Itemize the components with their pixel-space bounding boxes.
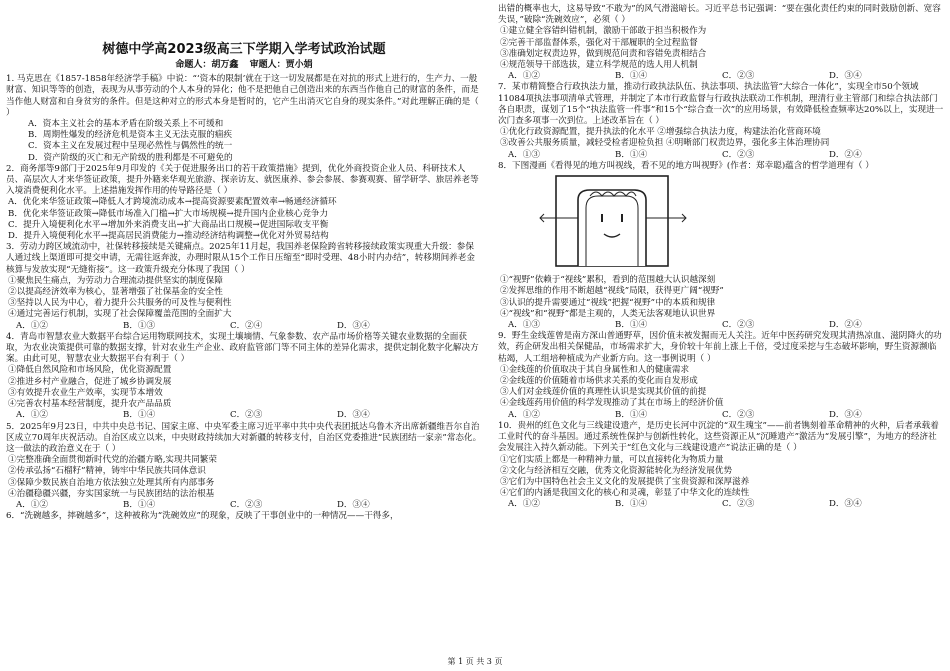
answer-c: C．②③ bbox=[230, 499, 263, 510]
exam-authors bbox=[6, 60, 482, 71]
q8-item-2: ②发挥思维的作用不断超越“视线”局限，获得更广阔“视野” bbox=[500, 286, 724, 297]
q7-answers bbox=[498, 150, 944, 161]
question-6-continued: 出错的概率也大，这易导致“不敢为”的风气滑滋暗长。习近平总书记强调：“要在强化责任约束的同时鼓励创新、宽容失误，”破除“洗碗效应”，必须（ ） bbox=[498, 4, 941, 26]
q6-item-4: ④规范领导干部选拔，建立科学规范的选人用人机制 bbox=[500, 60, 698, 71]
q5-item-4: ④治疆稳疆兴疆，夯实国家统一与民族团结的法治根基 bbox=[8, 488, 215, 499]
answer-b: B．①④ bbox=[123, 410, 156, 421]
answer-c: C．②③ bbox=[722, 320, 755, 331]
answer-c: C．②④ bbox=[230, 320, 263, 331]
left-column bbox=[6, 4, 482, 522]
answer-d: D．②④ bbox=[829, 149, 862, 160]
question-4-stem: 4．青岛市智慧农业大数据平台综合运用物联网技术，实现土壤墒情、气象参数、农产品市场价格等关键农业数据的全面获取，为农业决策提供可靠的数据支撑，针对农业生产企业、政府监管部门等不同主体的差异化需求，提供定制化数字化解决方案。由此可见，智慧农业大数据平台有利于（ ） bbox=[6, 331, 479, 365]
answer-b: B．①④ bbox=[615, 320, 648, 331]
cartoon-figure-outline bbox=[578, 190, 646, 266]
q10-item-3: ③它们为中国特色社会主义文化的发展提供了宝贵资源和深厚滋养 bbox=[500, 476, 750, 487]
q4-item-1: ①降低自然风险和市场风险，优化资源配置 bbox=[8, 365, 172, 376]
answer-a: A．①② bbox=[508, 71, 540, 82]
answer-a: A．①③ bbox=[508, 320, 540, 331]
q1-option-c: C．资本主义在发展过程中呈现必然性与偶然性的统一 bbox=[28, 141, 233, 152]
answer-d: D．②④ bbox=[829, 320, 862, 331]
answer-d: D．③④ bbox=[829, 499, 862, 510]
answer-d: D．③④ bbox=[829, 71, 862, 82]
q3-item-2: ②以提高经济效率为核心，显著增强了社保基金的安全性 bbox=[8, 287, 223, 298]
q3-item-3: ③坚持以人民为中心，着力提升公共服务的可及性与便利性 bbox=[8, 298, 232, 309]
answer-d: D．③④ bbox=[829, 409, 862, 420]
question-3-stem: 3．劳动力跨区域流动中，社保转移接续是关键痛点。2025年11月起，我国养老保险跨省转移接续政策实现重大升级：参保人通过线上渠道即可提交申请，无需往返奔波，办理时限从15个工作日压缩至“即时受理、48小时内办结”，转移期间养老金核算与发放实现“无缝衔接”。这一政策升级充分体现了我国（ ） bbox=[6, 242, 475, 275]
answer-b: B．①④ bbox=[123, 499, 156, 510]
answer-b: B．①④ bbox=[615, 149, 648, 160]
q6-item-1: ①建立健全容错纠错机制，激励干部敢于担当积极作为 bbox=[500, 26, 707, 37]
q6-item-2: ②完善干部监督体系，强化对干部履职的全过程监督 bbox=[500, 37, 698, 48]
question-1-stem: 1. 马克思在《1857-1858年经济学手稿》中说：“‘资本的限制’就在于这一切发展都是在对抗的形式上进行的，生产力、一般财富、知识等等的创造，表现为从事劳动的个人本身的异化；他不是把他自己创造出来的东西当作他自己的财富的条件，而是当作他人财富和自身贫穷的条件。但是这种对立的形式本身是暂时的，它产生出消灭它自身的现实条件。”对此理解正确的是（ ） bbox=[6, 74, 479, 118]
q8-item-1: ①“视野”依赖于“视线”累积，看到的范围越大认识越深刻 bbox=[500, 275, 716, 286]
answer-c: C．②③ bbox=[722, 149, 755, 160]
answer-a: A．①② bbox=[16, 320, 48, 331]
question-5-stem: 5．2025年9月23日，中共中央总书记、国家主席、中央军委主席习近平率中共中央代表团抵达乌鲁木齐出席新疆维吾尔自治区成立70周年庆祝活动。自治区成立以来，中央财政持续加大对新疆的转移支付，自治区党委推进“民族团结一家亲”常态化。这一做法的政治意义在于（ ） bbox=[6, 421, 482, 454]
cartoon-illustration bbox=[538, 174, 688, 269]
question-9-stem: 9．野生金线莲曾是南方深山普通野草，因价值未被发掘而无人关注。近年中医药研究发现其清热凉血、滋阴降火的功效，药企研发出相关保健品，市场需求扩大，身价较十年前上涨上千倍，受过度采挖与生态破坏影响，野生资源濒临枯竭，人工组培种植成为产业新方向。这一事例说明（ ） bbox=[498, 331, 942, 364]
answer-b: B．①③ bbox=[123, 320, 156, 331]
q3-item-1: ①聚焦民生痛点，为劳动力合理流动提供坚实的制度保障 bbox=[8, 275, 223, 286]
q10-item-4: ④它们的内涵是我国文化的核心和灵魂，彰显了中华文化的连续性 bbox=[500, 488, 750, 499]
q5-answers bbox=[6, 500, 482, 511]
q4-item-2: ②推进乡村产业融合，促进了城乡协调发展 bbox=[8, 376, 172, 387]
q6-item-3: ③准确划定权责边界，做到规范问责和容错免责相结合 bbox=[500, 48, 707, 59]
q9-item-4: ④金线莲药用价值的科学发现推动了其在市场上的经济价值 bbox=[500, 398, 724, 409]
answer-c: C．②③ bbox=[230, 410, 263, 421]
answer-d: D．③④ bbox=[337, 320, 370, 331]
q2-option-a: A．优化来华签证政策→降低人才跨境流动成本→提高资源要素配置效率→畅通经济循环 bbox=[8, 197, 337, 208]
answer-c: C．②③ bbox=[722, 409, 755, 420]
q7-items-row-1: ①优化行政资源配置，提升执法的化水平 ②增强综合执法力度，构建法治化营商环境 bbox=[500, 127, 821, 138]
q10-answers bbox=[498, 499, 944, 510]
reviewer: 审题人：贾小娟 bbox=[249, 60, 313, 70]
q9-answers bbox=[498, 410, 944, 421]
exam-title: 树德中学高2023级高三下学期入学考试政治试题 bbox=[102, 42, 386, 57]
answer-a: A．①② bbox=[508, 409, 540, 420]
answer-a: A．①③ bbox=[508, 149, 540, 160]
answer-a: A．①② bbox=[16, 499, 48, 510]
q8-answers bbox=[498, 320, 944, 331]
q9-item-2: ②金线莲的价值随着市场供求关系的变化而自发形成 bbox=[500, 376, 698, 387]
q2-option-b: B．优化来华签证政策→降低市场准入门槛→扩大市场规模→提升国内企业核心竞争力 bbox=[8, 208, 329, 219]
question-8-stem: 8．下图漫画《看得见的地方叫视线，看不见的地方叫视野》(作者：郑幸聪)蕴含的哲学道理有（ ） bbox=[498, 160, 874, 171]
q2-option-d: D．提升入境便利化水平→提高居民消费能力→推动经济结构调整→优化对外贸易结构 bbox=[8, 231, 329, 242]
answer-c: C．②③ bbox=[722, 499, 755, 510]
right-column bbox=[498, 4, 944, 511]
question-2-stem: 2．商务部等9部门于2025年9月印发的《关于促进服务出口的若干政策措施》提到，优化外商投资企业人员、科研技术人员、高层次人才来华签证政策，提升外籍来华观光旅游、探亲访友、就医康养、参会参展、参赛观赛、留学研学、旅居养老等入境消费便利化水平。上述措施发挥作用的传导路径是（ ） bbox=[6, 163, 479, 197]
q5-item-1: ①完整准确全面贯彻新时代党的治疆方略,实现共同繁荣 bbox=[8, 455, 217, 466]
q9-item-1: ①金线莲的价值取决于其自身属性和人的健康需求 bbox=[500, 364, 690, 375]
q8-item-4: ④“视线”和“视野”都是主观的，人类无法客观地认识世界 bbox=[500, 308, 716, 319]
q10-item-1: ①它们实质上都是一种精神力量，可以直接转化为物质力量 bbox=[500, 454, 724, 465]
q4-item-4: ④完善农村基本经营制度，提升农产品品质 bbox=[8, 399, 172, 410]
answer-d: D．③④ bbox=[337, 410, 370, 421]
answer-b: B．①④ bbox=[615, 409, 648, 420]
q7-items-row-2: ③改善公共服务质量，减轻受检者迎检负担 ④明晰部门权责边界，强化多主体治理协同 bbox=[500, 138, 830, 149]
q3-answers bbox=[6, 321, 482, 332]
answer-b: B．①④ bbox=[615, 71, 648, 82]
q1-option-a: A．资本主义社会的基本矛盾在阶级关系上不可缓和 bbox=[28, 119, 224, 130]
proposer: 命题人：胡万鑫 bbox=[175, 60, 239, 70]
q4-item-3: ③有效提升农业生产效率，实现节本增效 bbox=[8, 387, 163, 398]
q1-option-d: D．资产阶级的灭亡和无产阶级的胜利都是不可避免的 bbox=[28, 152, 233, 163]
answer-b: B．①④ bbox=[615, 499, 648, 510]
q4-answers bbox=[6, 410, 482, 421]
q5-item-3: ③保障少数民族自治地方依法独立处理其所有内部事务 bbox=[8, 477, 215, 488]
answer-a: A．①② bbox=[16, 410, 48, 421]
answer-c: C．②③ bbox=[722, 71, 755, 82]
question-6-stem: 6．“洗碗越多，摔碗越多”，这种被称为“洗碗效应”的现象，反映了干事创业中的一种情况——干得多， bbox=[6, 511, 399, 522]
q2-option-c: C．提升入境便利化水平→增加外来消费支出→扩大商品出口规模→促进国际收支平衡 bbox=[8, 219, 329, 230]
q9-item-3: ③人们对金线莲价值的真理性认识是实现其价值的前提 bbox=[500, 387, 707, 398]
page-footer: 第 1 页 共 3 页 bbox=[447, 657, 503, 666]
question-10-stem: 10．贵州的红色文化与三线建设遗产，是历史长河中沉淀的“双生瑰宝”——前者镌刻着革命精神的火种，后者承载着工业时代的奋斗基因。通过系统性保护与创新性转化，这些资源正从“沉睡遗产”激活为“发展引擎”，为地方的经济社会发展注入持久新动能。下列关于“红色文化与三线建设遗产”说法正确的是（ ） bbox=[498, 420, 939, 454]
answer-d: D．③④ bbox=[337, 499, 370, 510]
q1-option-b: B．周期性爆发的经济危机是资本主义无法克服的痼疾 bbox=[28, 130, 232, 141]
q8-item-3: ③认识的提升需要通过“视线”把握“视野”中的本质和规律 bbox=[500, 297, 716, 308]
q6-answers bbox=[498, 71, 944, 82]
question-7-stem: 7．某市精简整合行政执法力量，推动行政执法队伍、执法事项、执法监管“大综合一体化”，实现全市50个领域11084项执法事项清单式管理，并制定了本市行政监督与行政执法联动工作机制，理清行业主管部门和综合执法部门各自职责，谋划了15个“执法监管一件事”和15个“综合查一次”的应用场景，有效降低检查频率达20%以上，实现进一次门查多项事一次到位。上述改革旨在（ ） bbox=[498, 82, 944, 127]
q5-item-2: ②传承弘扬“石榴籽”精神，铸牢中华民族共同体意识 bbox=[8, 466, 206, 477]
answer-a: A．①② bbox=[508, 499, 540, 510]
q3-item-4: ④通过完善运行机制，实现了社会保障覆盖范围的全面扩大 bbox=[8, 309, 232, 320]
q10-item-2: ②文化与经济相互交融，优秀文化资源能转化为经济发展优势 bbox=[500, 465, 733, 476]
